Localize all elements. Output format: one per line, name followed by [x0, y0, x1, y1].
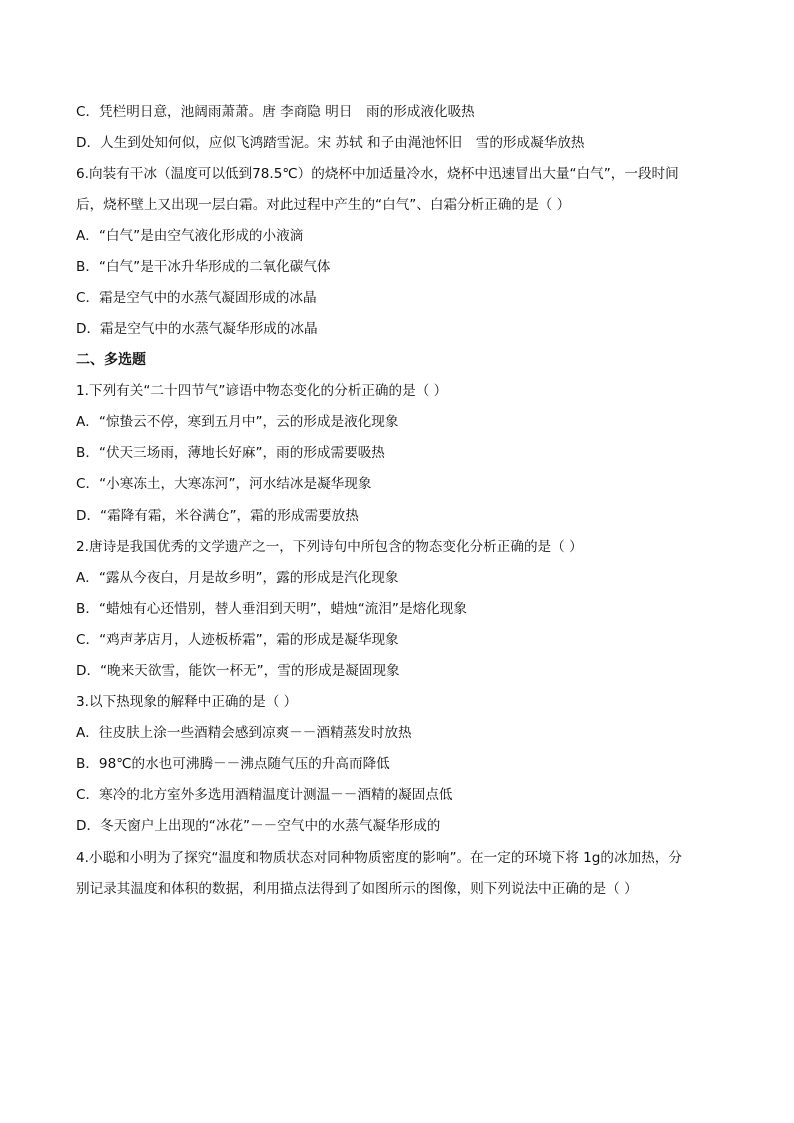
- q2-option-a: A．“露从今夜白，月是故乡明”，露的形成是汽化现象: [76, 570, 399, 586]
- q6-option-c: C．霜是空气中的水蒸气凝固形成的冰晶: [76, 290, 317, 306]
- question-4-line-1: 4.小聪和小明为了探究“温度和物质状态对同种物质密度的影响”。在一定的环境下将 1g的冰加热，分: [76, 850, 682, 866]
- q2-option-c: C．“鸡声茅店月，人迹板桥霜”，霜的形成是凝华现象: [76, 632, 399, 648]
- q6-option-d: D．霜是空气中的水蒸气凝华形成的冰晶: [76, 321, 318, 337]
- q1-option-a: A．“惊蛰云不停，寒到五月中”，云的形成是液化现象: [76, 414, 399, 430]
- question-6-line-2: 后，烧杯壁上又出现一层白霜。对此过程中产生的“白气”、白霜分析正确的是（ ）: [76, 197, 571, 213]
- q1-option-d: D．“霜降有霜，米谷满仓”，霜的形成需要放热: [76, 508, 359, 524]
- q2-option-d: D．“晚来天欲雪，能饮一杯无”，雪的形成是凝固现象: [76, 663, 400, 679]
- q3-option-d: D．冬天窗户上出现的“冰花”－－空气中的水蒸气凝华形成的: [76, 818, 441, 834]
- q3-option-b: B．98℃的水也可沸腾－－沸点随气压的升高而降低: [76, 756, 390, 772]
- question-1-stem: 1.下列有关“二十四节气”谚语中物态变化的分析正确的是（ ）: [76, 383, 448, 399]
- question-2-stem: 2.唐诗是我国优秀的文学遗产之一，下列诗句中所包含的物态变化分析正确的是（ ）: [76, 539, 583, 555]
- q3-option-c: C．寒冷的北方室外多选用酒精温度计测温－－酒精的凝固点低: [76, 787, 453, 803]
- q2-option-b: B．“蜡烛有心还惜别，替人垂泪到天明”，蜡烛“流泪”是熔化现象: [76, 601, 467, 617]
- section-title-multiple-choice: 二、多选题: [76, 352, 146, 368]
- q6-option-a: A．“白气”是由空气液化形成的小液滴: [76, 228, 304, 244]
- option-d-line: D．人生到处知何似，应似飞鸿踏雪泥。宋 苏轼 和子由渑池怀旧 雪的形成凝华放热: [76, 135, 585, 151]
- q1-option-b: B．“伏天三场雨，薄地长好麻”，雨的形成需要吸热: [76, 445, 385, 461]
- q3-option-a: A．往皮肤上涂一些酒精会感到凉爽－－酒精蒸发时放热: [76, 725, 412, 741]
- option-c-line: C．凭栏明日意，池阔雨萧萧。唐 李商隐 明日 雨的形成液化吸热: [76, 104, 475, 120]
- q1-option-c: C．“小寒冻土，大寒冻河”，河水结冰是凝华现象: [76, 476, 372, 492]
- question-3-stem: 3.以下热现象的解释中正确的是（ ）: [76, 694, 298, 710]
- question-6-line-1: 6.向装有干冰（温度可以低到78.5℃）的烧杯中加适量冷水，烧杯中迅速冒出大量“白气”，一段时间: [76, 166, 679, 182]
- question-4-line-2: 别记录其温度和体积的数据，利用描点法得到了如图所示的图像，则下列说法中正确的是（ ）: [76, 881, 638, 897]
- q6-option-b: B．“白气”是干冰升华形成的二氧化碳气体: [76, 259, 331, 275]
